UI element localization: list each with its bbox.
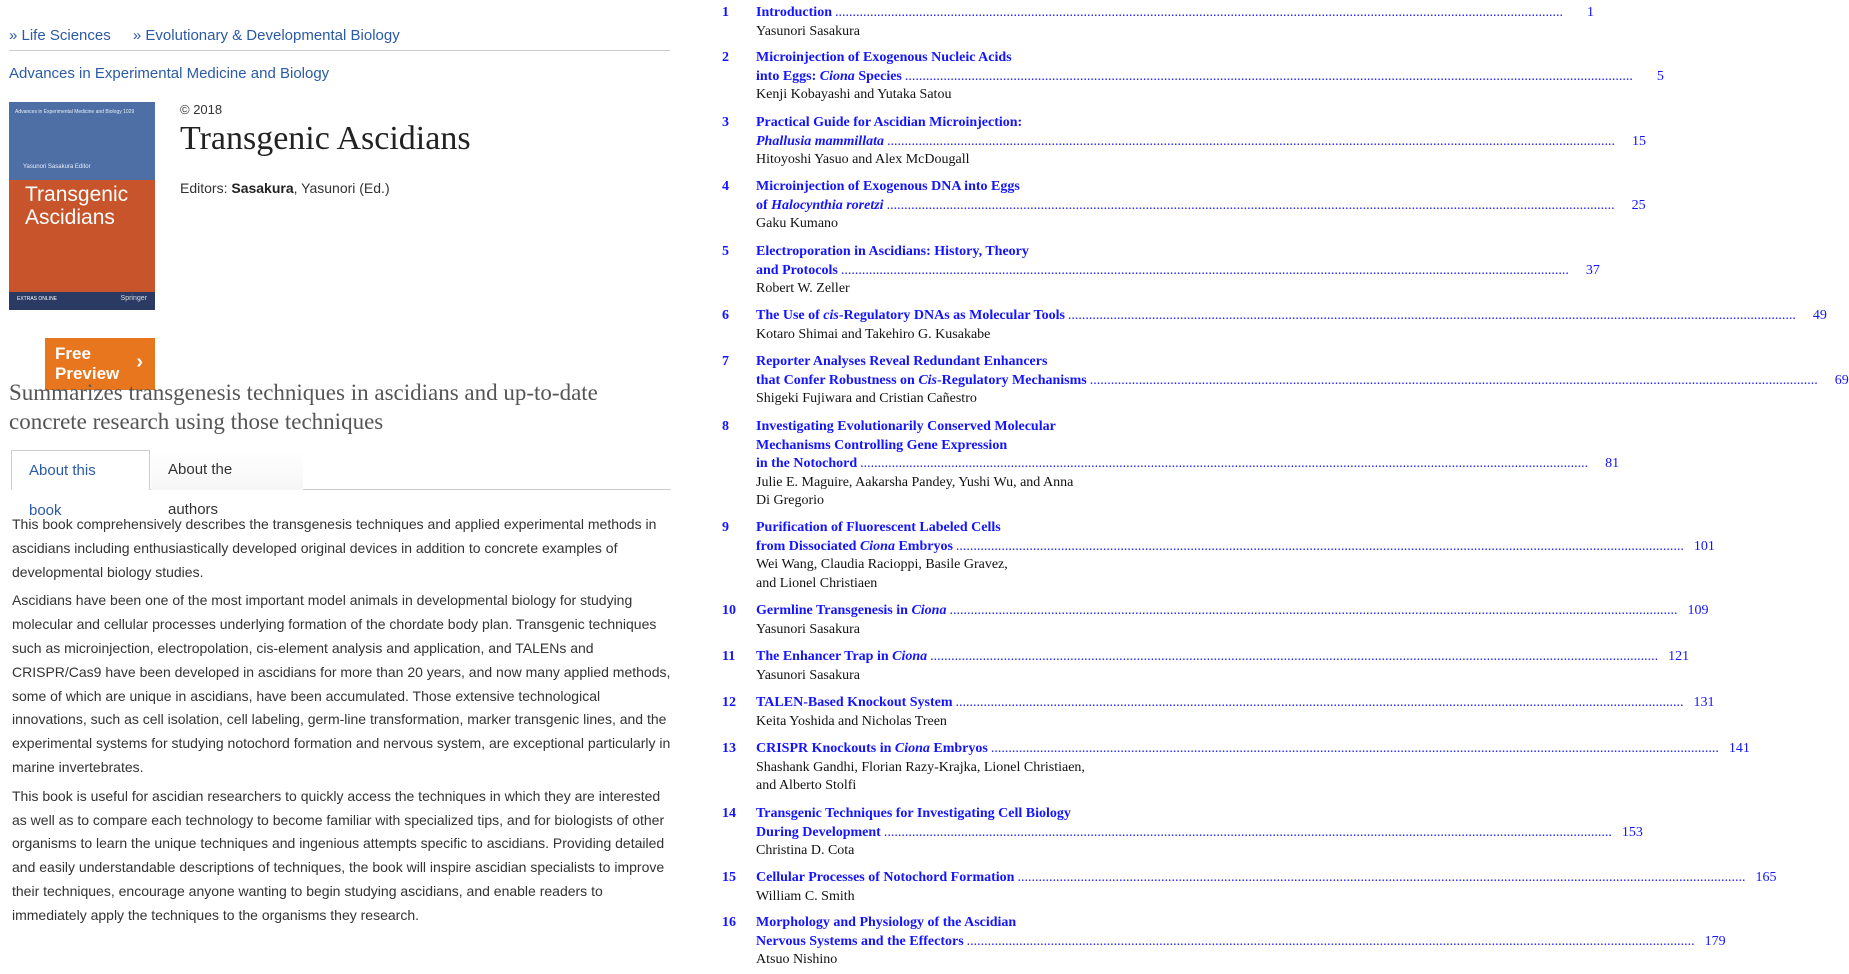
breadcrumb-evo-devo-biology[interactable]: » Evolutionary & Developmental Biology [132,27,400,44]
toc-entry-body [756,914,1726,970]
toc-entry-body [756,114,1646,170]
toc-page-number: 5 [1656,68,1664,84]
toc-chapter-title-link[interactable]: Cellular Processes of Notochord Formation [756,870,1015,885]
toc-entry[interactable] [722,869,1777,906]
copyright-year: © 2018 [180,102,223,117]
toc-leader-dots [1090,372,1818,391]
cover-editor-line: Yasunori Sasakura Editor [23,164,91,170]
toc-chapter-title-line[interactable]: Practical Guide for Ascidian Microinjection: [756,115,1023,130]
toc-entry-body [756,740,1750,796]
editors-line [180,180,390,196]
toc-chapter-title-row [756,933,1726,952]
toc-chapter-title-link[interactable]: During Development [756,824,881,840]
toc-chapter-number: 3 [722,115,729,130]
toc-entry[interactable] [722,114,1646,170]
toc-page-number: 109 [1687,603,1709,618]
toc-chapter-authors: and Lionel Christiaen [756,575,878,591]
toc-chapter-title-line[interactable]: Microinjection of Exogenous Nucleic Acids [756,50,1012,65]
toc-chapter-number: 14 [722,806,736,821]
toc-chapter-authors: Shashank Gandhi, Florian Razy-Krajka, Lionel Christiaen, [756,759,1085,775]
free-preview-label: Preview [55,364,120,383]
toc-entry-body [756,805,1643,861]
series-link[interactable]: Advances in Experimental Medicine and Biology [9,65,330,82]
toc-chapter-authors: Christina D. Cota [756,843,855,858]
description-paragraph: This book comprehensively describes the transgenesis techniques and applied experimental methods in ascidians including enthusiastically developed original devices in addition to concrete examples of developmental biology studies. [12,516,657,580]
toc-chapter-title-row [756,68,1664,87]
cover-title-line: Transgenic [25,183,129,206]
toc-chapter-title-row [756,740,1750,759]
toc-leader-dots [860,455,1588,474]
breadcrumb-divider [9,50,670,51]
toc-page-number: 81 [1605,456,1620,471]
toc-chapter-title-line[interactable]: Reporter Analyses Reveal Redundant Enhancers [756,354,1048,369]
toc-chapter-title-row [756,4,1594,23]
toc-page-number: 141 [1728,741,1750,756]
editor-name-rest: , Yasunori (Ed.) [293,180,390,196]
toc-leader-dots [887,197,1615,216]
toc-chapter-authors: Kotaro Shimai and Takehiro G. Kusakabe [756,326,991,342]
toc-entry[interactable] [722,694,1715,731]
toc-page-number: 15 [1631,133,1646,149]
toc-chapter-number: 6 [722,308,729,323]
toc-chapter-number: 5 [722,244,729,259]
toc-chapter-title-row [756,648,1690,667]
toc-page-number: 37 [1585,262,1600,278]
toc-leader-dots [930,648,1658,667]
toc-chapter-title-link[interactable]: The Use of cis-Regulatory DNAs as Molecular Tools [756,308,1065,323]
book-page [0,0,690,974]
tab-about-book[interactable]: About this book [11,450,150,490]
toc-chapter-title-line[interactable]: Purification of Fluorescent Labeled Cells [756,520,1001,535]
toc-chapter-title-link[interactable]: into Eggs: Ciona Species [756,68,902,84]
toc-entry-body [756,178,1646,234]
toc-chapter-title-link[interactable]: of Halocynthia roretzi [756,197,884,213]
toc-chapter-number: 13 [722,741,736,756]
toc-chapter-authors: William C. Smith [756,888,855,904]
toc-chapter-title-link[interactable]: The Enhancer Trap in Ciona [756,649,928,664]
toc-chapter-authors: Hitoyoshi Yasuo and Alex McDougall [756,152,970,167]
toc-chapter-authors: Shigeki Fujiwara and Cristian Cañestro [756,391,977,406]
page-title: Transgenic Ascidians [180,120,471,157]
toc-chapter-title-row [756,869,1777,888]
toc-chapter-authors: and Alberto Stolfi [756,778,857,793]
toc-chapter-title-row [756,307,1827,326]
book-tabs [11,450,671,519]
toc-page-number: 49 [1812,308,1827,323]
toc-entry[interactable] [722,740,1750,796]
breadcrumb-life-sciences[interactable]: » Life Sciences [9,27,111,44]
toc-entry-body [756,307,1827,344]
editors-label: Editors: [180,180,228,196]
book-description [12,513,677,933]
description-paragraph: This book is useful for ascidian researchers to quickly access the techniques in which they are interested as well as to compare each technology to become familiar with specialized tips, and for biologists of other organisms to learn the unique techniques and ingenious attempts specific to ascidians. Providing detailed and easily understandable descriptions of techniques, the book will inspire ascidian specialists to improve their techniques, encourage anyone wanting to begin studying ascidians, and enable readers to immediately apply the techniques to the organisms they research. [12,787,665,923]
toc-chapter-authors: Yasunori Sasakura [756,23,860,39]
toc-entry[interactable] [722,307,1827,344]
toc-chapter-authors: Robert W. Zeller [756,281,850,296]
toc-chapter-title-row [756,262,1600,281]
toc-chapter-number: 15 [722,870,736,885]
toc-page-number: 131 [1693,695,1715,710]
book-headline: Summarizes transgenesis techniques in ascidians and up-to-date concrete research using those techniques [9,380,598,434]
toc-chapter-title-link[interactable]: that Confer Robustness on Cis-Regulatory Mechanisms [756,372,1087,388]
toc-chapter-title-line[interactable]: Transgenic Techniques for Investigating Cell Biology [756,806,1071,821]
toc-chapter-title-line[interactable]: Morphology and Physiology of the Ascidian [756,915,1017,930]
toc-entry[interactable] [722,353,1849,409]
toc-entry-body [756,869,1777,906]
cover-series-line: Advances in Experimental Medicine and Biology 1029 [15,109,135,115]
cover-header [9,102,155,180]
free-preview-label: Free [55,344,91,363]
toc-leader-dots [884,824,1612,843]
toc-chapter-title-line[interactable]: Electroporation in Ascidians: History, Theory [756,244,1029,259]
toc-chapter-title-row [756,602,1709,621]
toc-leader-dots [887,133,1615,152]
toc-entry[interactable] [722,648,1690,685]
tab-about-authors[interactable]: About the authors [151,450,303,490]
toc-leader-dots [949,602,1677,621]
breadcrumb [9,27,418,44]
toc-chapter-authors: Atsuo Nishino [756,952,838,967]
toc-page-number: 121 [1668,649,1690,664]
cover-title [25,183,128,229]
chevron-right-icon: › [136,351,143,373]
toc-chapter-title-row [756,197,1646,216]
toc-entry-body [756,602,1709,639]
toc-entry-body [756,648,1690,685]
toc-chapter-number: 8 [722,419,729,434]
cover-footer [9,292,155,310]
toc-entry-body [756,519,1715,593]
toc-entry-body [756,694,1715,731]
toc-chapter-authors: Di Gregorio [756,493,825,508]
toc-chapter-number: 10 [722,603,736,618]
springer-logo: Springer [120,295,147,302]
cover-title-line: Ascidians [25,206,115,229]
toc-entry[interactable] [722,4,1594,41]
toc-chapter-title-link[interactable]: CRISPR Knockouts in Ciona Embryos [756,741,988,756]
toc-entry-body [756,49,1664,105]
toc-chapter-authors: Yasunori Sasakura [756,621,860,637]
toc-chapter-authors: Yasunori Sasakura [756,667,860,683]
toc-chapter-title-link[interactable]: from Dissociated Ciona Embryos [756,538,953,554]
toc-chapter-number: 11 [722,649,736,664]
toc-chapter-title-link[interactable]: and Protocols [756,262,838,278]
toc-entry-body [756,4,1594,41]
toc-leader-dots [991,740,1719,759]
toc-leader-dots [956,538,1684,557]
toc-entry[interactable] [722,805,1643,861]
toc-chapter-title-row [756,694,1715,713]
toc-chapter-authors: Keita Yoshida and Nicholas Treen [756,713,947,729]
toc-entry[interactable] [722,178,1646,234]
toc-entry[interactable] [722,49,1664,105]
toc-chapter-title-link[interactable]: Phallusia mammillata [756,133,884,149]
toc-chapter-title-row [756,455,1620,474]
toc-entry[interactable] [722,418,1620,511]
toc-chapter-title-line[interactable]: Investigating Evolutionarily Conserved Molecular [756,419,1056,434]
toc-entry[interactable] [722,914,1726,970]
toc-chapter-title-line[interactable]: Mechanisms Controlling Gene Expression [756,437,1008,453]
toc-chapter-number: 2 [722,50,729,65]
toc-chapter-authors: Julie E. Maguire, Aakarsha Pandey, Yushi Wu, and Anna [756,474,1074,490]
editor-surname-link[interactable]: Sasakura [231,180,294,196]
toc-chapter-authors: Kenji Kobayashi and Yutaka Satou [756,87,952,102]
toc-chapter-title-link[interactable]: Nervous Systems and the Effectors [756,933,964,949]
toc-chapter-authors: Wei Wang, Claudia Racioppi, Basile Gravez, [756,557,1008,572]
toc-leader-dots [967,933,1695,952]
toc-chapter-number: 16 [722,915,736,930]
toc-chapter-title-row [756,538,1715,557]
toc-page-number: 101 [1693,538,1715,554]
toc-entry-body [756,418,1620,511]
toc-chapter-number: 4 [722,179,729,194]
toc-chapter-title-link[interactable]: Introduction [756,5,832,20]
toc-chapter-number: 7 [722,354,729,369]
toc-leader-dots [1068,307,1796,326]
toc-entry[interactable] [722,243,1600,299]
extras-online-badge: EXTRAS ONLINE [17,296,58,302]
toc-chapter-title-line[interactable]: Microinjection of Exogenous DNA into Eggs [756,179,1020,194]
toc-chapter-number: 9 [722,520,729,535]
toc-page-number: 179 [1704,933,1726,949]
toc-page-number: 165 [1755,870,1777,885]
toc-page-number: 1 [1586,5,1594,20]
toc-chapter-title-row [756,824,1643,843]
toc-leader-dots [841,262,1569,281]
toc-entry[interactable] [722,602,1709,639]
toc-chapter-title-link[interactable]: TALEN-Based Knockout System [756,695,953,710]
toc-chapter-title-link[interactable]: in the Notochord [756,456,858,471]
toc-chapter-number: 12 [722,695,736,710]
toc-page-number: 69 [1834,372,1849,388]
toc-page-number: 25 [1631,197,1646,213]
toc-leader-dots [905,68,1633,87]
description-paragraph: Ascidians have been one of the most important model animals in developmental biology for studying molecular and cellular processes underlying formation of the chordate body plan. Transgenic techniques such as microinjection, electropolation, cis-element analysis and application, and TALENs and CRISPR/Cas9 have been developed in ascidians for more than 20 years, and now many applied methods, some of which are unique in ascidians, have been accumulated. Those extensive technological innovations, such as cell isolation, cell labeling, germ-line transformation, marker transgenic lines, and the experimental systems for studying notochord formation and nervous system, are exceptional particularly in marine invertebrates. [12,592,671,775]
toc-leader-dots [1017,869,1745,888]
toc-entry-body [756,353,1849,409]
toc-page-number: 153 [1621,824,1643,840]
toc-leader-dots [956,694,1684,713]
toc-chapter-title-row [756,133,1646,152]
toc-chapter-number: 1 [722,5,729,20]
toc-chapter-authors: Gaku Kumano [756,216,839,231]
toc-entry-body [756,243,1600,299]
toc-leader-dots [835,4,1563,23]
book-cover[interactable] [9,102,155,383]
toc-entry[interactable] [722,519,1715,593]
toc-chapter-title-row [756,372,1849,391]
toc-chapter-title-link[interactable]: Germline Transgenesis in Ciona [756,603,947,618]
